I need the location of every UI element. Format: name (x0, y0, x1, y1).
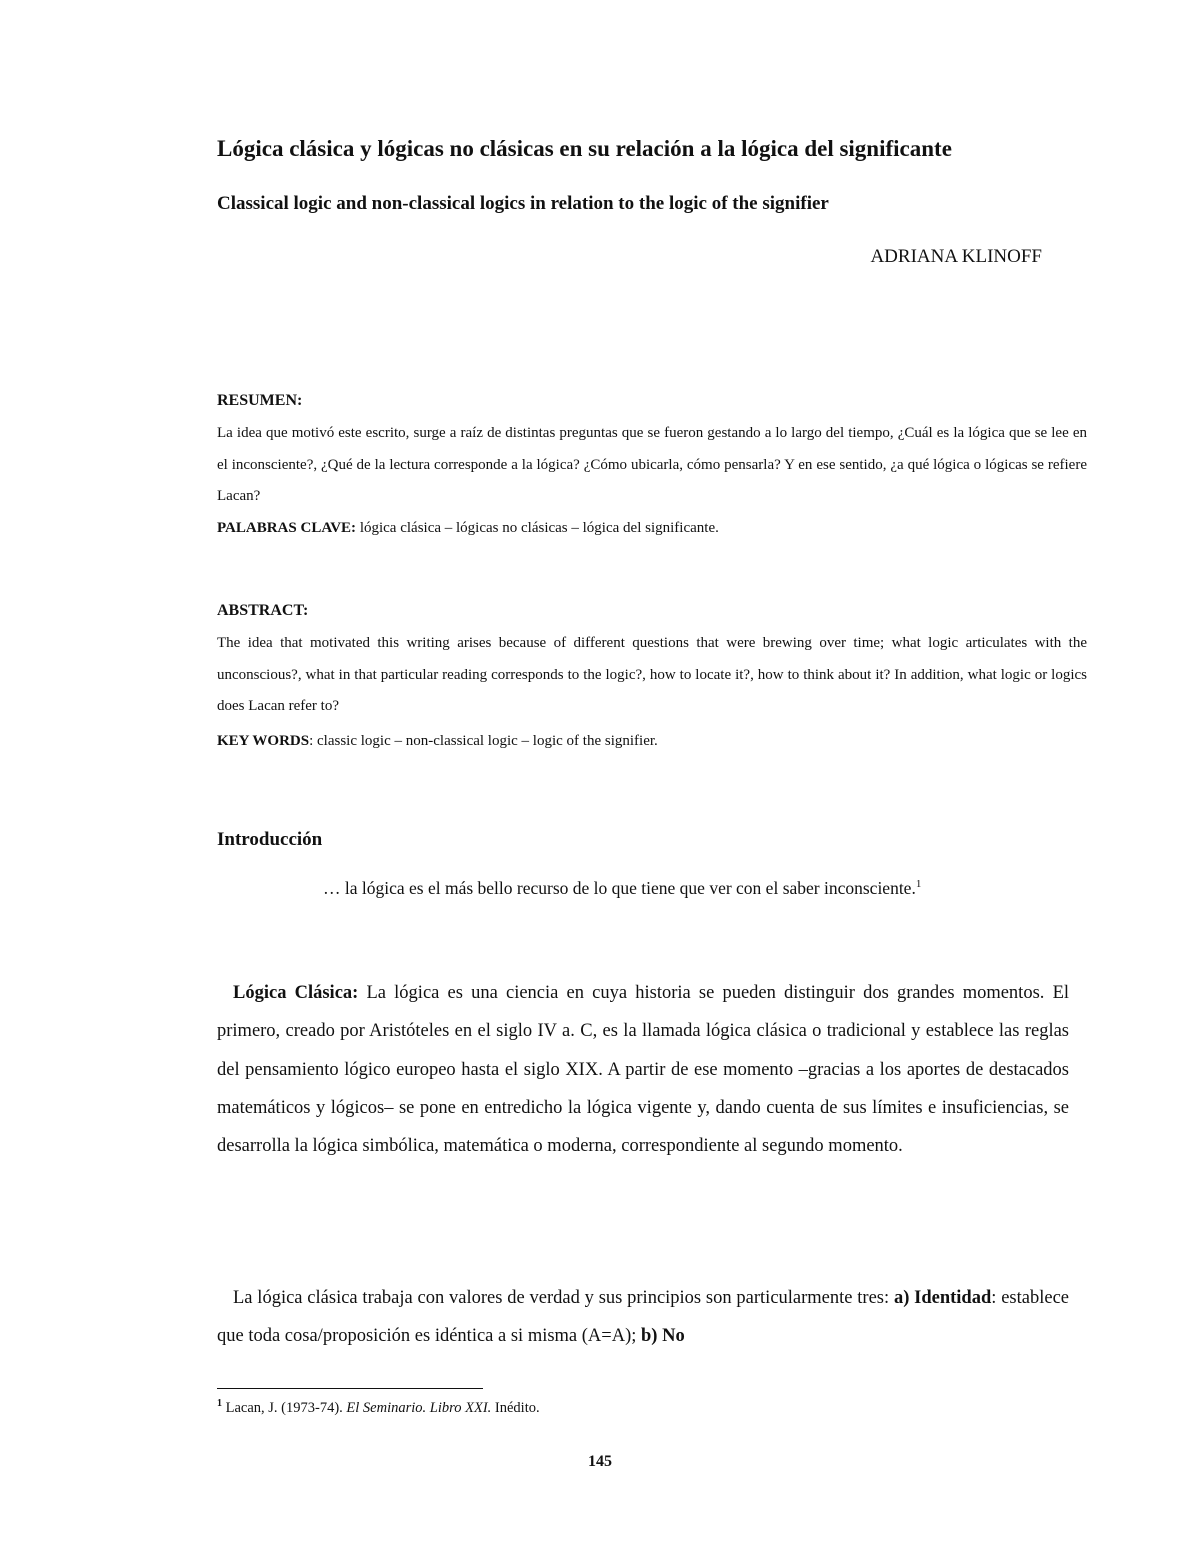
paragraph-2-text-b: : establece que toda cosa/proposición es idéntica a si misma (A=A); (217, 1288, 1069, 1347)
introduccion-heading: Introducción (217, 829, 323, 850)
abstract-paragraph: The idea that motivated this writing arises because of different questions that were brewing over time; what logic articulates with the unconscious?, what in that particular reading corresponds to the logic?, how to locate it?, how to think about it? In addition, what logic or logics does Lacan refer to? (217, 635, 1087, 714)
epigraph-text: … la lógica es el más bello recurso de lo que tiene que ver con el saber inconsciente. (323, 878, 916, 898)
key-words-text: : classic logic – non-classical logic – logic of the signifier. (309, 733, 658, 749)
paragraph-2 (217, 1279, 1069, 1356)
footnote (217, 1398, 540, 1417)
article-title: Lógica clásica y lógicas no clásicas en su relación a la lógica del significante (217, 136, 952, 161)
abstract-keywords (217, 733, 658, 750)
paragraph-logica-clasica (217, 974, 1069, 1165)
author-name: ADRIANA KLINOFF (870, 246, 1042, 267)
epigraph (323, 878, 921, 899)
abstract-heading: ABSTRACT: (217, 602, 309, 619)
paragraph-1 (217, 974, 1069, 1165)
article-subtitle: Classical logic and non-classical logics in relation to the logic of the signifier (217, 193, 829, 214)
footnote-separator (217, 1388, 483, 1389)
footnote-text-b: Inédito. (491, 1399, 540, 1416)
page-number: 145 (588, 1453, 612, 1470)
footnote-reference: 1 (915, 878, 922, 891)
key-words-label: KEY WORDS (217, 733, 310, 749)
paragraph-1-text: La lógica es una ciencia en cuya historia se pueden distinguir dos grandes momentos. El primero, creado por Aristóteles en el siglo IV a. C, es la llamada lógica clásica o tradicional y establece las reglas del pensamiento lógico europeo hasta el siglo XIX. A partir de ese momento –gracias a los aportes de destacados matemáticos y lógicos– se pone en entredicho la lógica vigente y, dando cuenta de sus límites e insuficiencias, se desarrolla la lógica simbólica, matemática o moderna, correspondiente al segundo momento. (217, 983, 1070, 1157)
resumen-keywords (217, 520, 719, 537)
paragraph-1-label: Lógica Clásica: (233, 983, 359, 1003)
paragraph-principios (217, 1279, 1069, 1356)
resumen-paragraph: La idea que motivó este escrito, surge a raíz de distintas preguntas que se fueron gestando a lo largo del tiempo, ¿Cuál es la lógica que se lee en el inconsciente?, ¿Qué de la lectura corresponde a la lógica? ¿Cómo ubicarla, cómo pensarla? Y en ese sentido, ¿a qué lógica o lógicas se refiere Lacan? (217, 425, 1087, 504)
keywords-text: lógica clásica – lógicas no clásicas – lógica del significante. (356, 520, 719, 536)
paragraph-2-text-a: La lógica clásica trabaja con valores de verdad y sus principios son particularmente tres: (233, 1288, 894, 1308)
keywords-label: PALABRAS CLAVE: (217, 520, 357, 536)
resumen-text (217, 418, 1087, 513)
resumen-heading: RESUMEN: (217, 392, 303, 409)
footnote-text-a: Lacan, J. (1973-74). (222, 1399, 347, 1416)
footnote-title: El Seminario. Libro XXI. (346, 1399, 492, 1416)
footnote-number: 1 (217, 1398, 222, 1409)
no-contradiccion-label: b) No (641, 1326, 685, 1347)
identidad-label: a) Identidad (893, 1288, 992, 1308)
abstract-text (217, 628, 1087, 723)
